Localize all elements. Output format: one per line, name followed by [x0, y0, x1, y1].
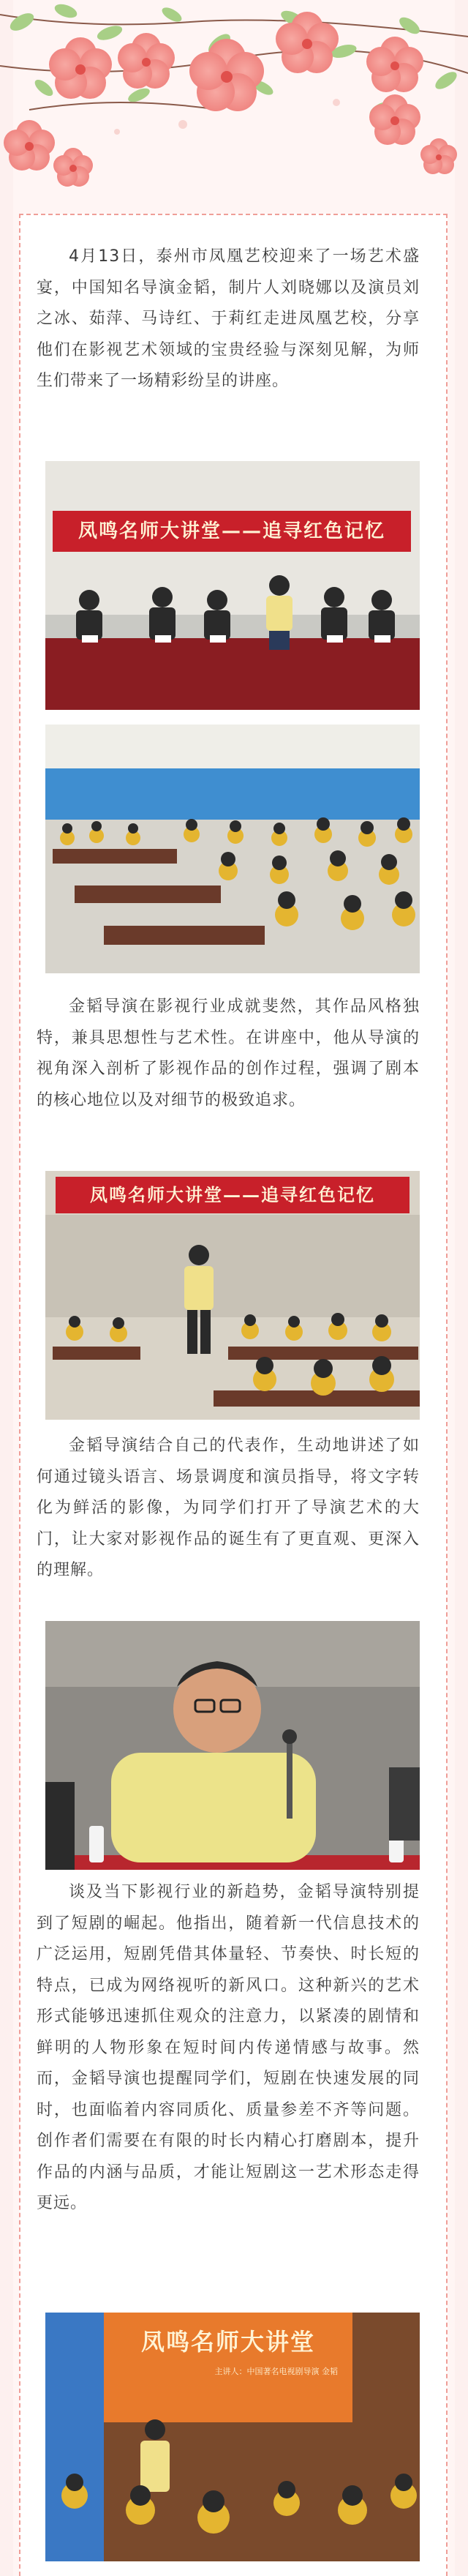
photo-speaker-closeup: [45, 1621, 420, 1870]
floral-header-illustration: [0, 0, 468, 212]
photo-1-banner: 凤鸣名师大讲堂——追寻红色记忆: [53, 511, 411, 552]
article-paragraph-2: 金韬导演在影视行业成就斐然，其作品风格独特，兼具思想性与艺术性。在讲座中，他从导演的视角深入剖析了影视作品的创作过程，强调了剧本的核心地位以及对细节的极致追求。: [37, 997, 420, 1109]
photo-3-scene: [45, 1237, 420, 1420]
article-paragraph-4: 谈及当下影视行业的新趋势，金韬导演特别提到了短剧的崛起。他指出，随着新一代信息技术的广泛运用，短剧凭借其体量轻、节奏快、时长短的特点，已成为网络视听的新风口。这种新兴的艺术形式能够迅速抓住观众的注意力，以紧凑的剧情和鲜明的人物形象在短时间内传递情感与故事。然而，金韬导演也提醒同学们，短剧在快速发展的同时，也面临着内容同质化、质量参差不齐等问题。创作者们需要在有限的时长内精心打磨剧本，提升作品的内涵与品质，才能让短剧这一艺术形态走得更远。: [37, 1883, 420, 2212]
photo-3-banner: 凤鸣名师大讲堂——追寻红色记忆: [56, 1177, 410, 1213]
photo-stage-panel: [45, 461, 420, 710]
photo-lecture-banner: [45, 2313, 420, 2561]
photo-5-banner-subtitle: 主讲人：中国著名电视剧导演 金韬: [214, 2367, 338, 2376]
photo-1-panelists: [45, 571, 420, 651]
photo-4-figure: [45, 1621, 420, 1870]
photo-2-ceiling: [45, 724, 420, 768]
photo-director-speaking: [45, 1171, 420, 1420]
photo-audience-hall: [45, 724, 420, 973]
article-paragraph-1: 4月13日，泰州市凤凰艺校迎来了一场艺术盛宴，中国知名导演金韬，制片人刘晓娜以及演员刘之冰、茹萍、马诗红、于莉红走进凤凰艺校，分享他们在影视艺术领域的宝贵经验与深刻见解，为师生们带来了一场精彩纷呈的讲座。: [37, 247, 420, 390]
photo-2-audience: [45, 798, 420, 973]
photo-5-audience: [45, 2400, 420, 2561]
photo-5-banner-title: 凤鸣名师大讲堂: [140, 2328, 315, 2356]
article-paragraph-3: 金韬导演结合自己的代表作，生动地讲述了如何通过镜头语言、场景调度和演员指导，将文字转化为鲜活的影像，为同学们打开了导演艺术的大门，让大家对影视作品的诞生有了更直观、更深入的理解。: [37, 1437, 420, 1579]
